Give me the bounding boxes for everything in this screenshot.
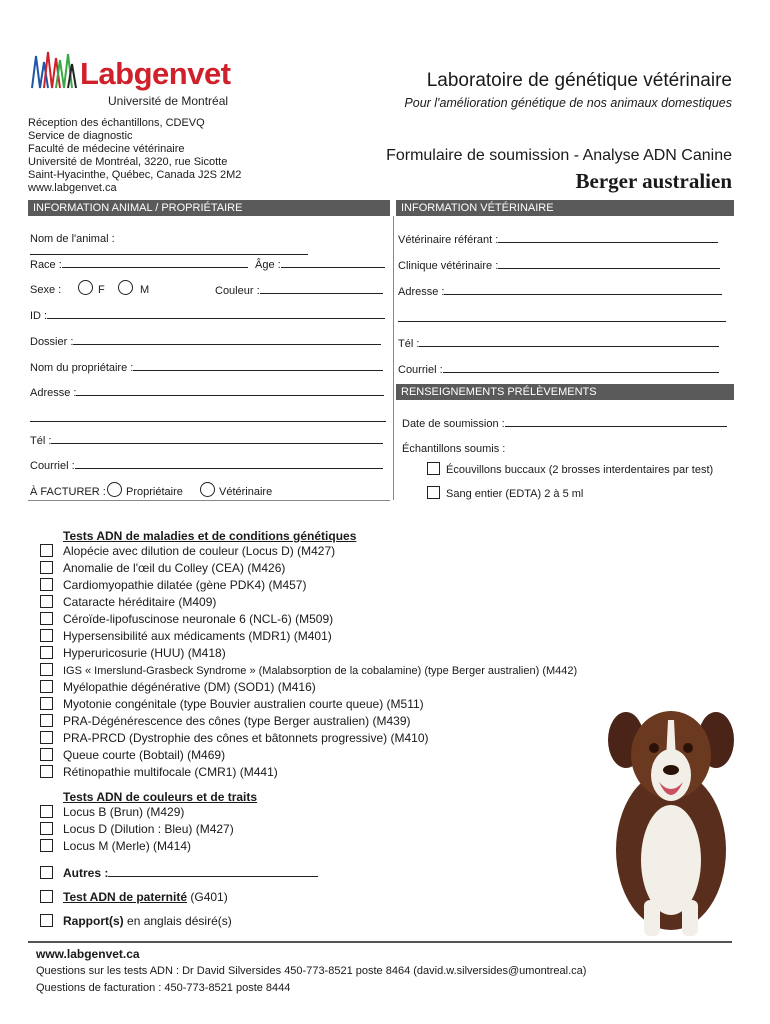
paternity-code: (G401) — [190, 890, 228, 904]
owner-tel-label: Tél : — [30, 435, 52, 447]
color-test-row[interactable] — [40, 838, 191, 855]
owner-name-label: Nom du propriétaire : — [30, 362, 134, 374]
bill-vet-radio[interactable] — [200, 482, 215, 497]
clinic-field[interactable] — [398, 259, 734, 272]
clinic-label: Clinique vétérinaire : — [398, 260, 499, 272]
blood-label: Sang entier (EDTA) 2 à 5 ml — [446, 488, 584, 500]
others-row[interactable] — [40, 865, 318, 882]
report-row[interactable] — [40, 913, 232, 930]
bill-owner-radio[interactable] — [107, 482, 122, 497]
owner-email-label: Courriel : — [30, 460, 75, 472]
disease-test-row[interactable] — [40, 713, 411, 730]
color-test-checkbox[interactable] — [40, 839, 53, 852]
owner-email-field[interactable] — [30, 459, 390, 472]
disease-test-label: Queue courte (Bobtail) (M469) — [63, 748, 226, 762]
owner-address-field[interactable] — [30, 386, 390, 399]
vet-address-label: Adresse : — [398, 286, 445, 298]
disease-test-row[interactable] — [40, 628, 332, 645]
paternity-checkbox[interactable] — [40, 890, 53, 903]
race-label: Race : — [30, 259, 62, 271]
footer-questions-billing: Questions de facturation : 450-773-8521 poste 8444 — [36, 982, 291, 994]
sex-f-label: F — [98, 284, 105, 296]
disease-test-row[interactable] — [40, 594, 216, 611]
footer-divider — [28, 941, 732, 943]
dna-wave-icon — [30, 48, 80, 90]
disease-test-checkbox[interactable] — [40, 646, 53, 659]
color-test-label: Locus D (Dilution : Bleu) (M427) — [63, 822, 234, 836]
address-line: Faculté de médecine vétérinaire — [28, 143, 185, 155]
blood-checkbox[interactable] — [427, 486, 440, 499]
id-field[interactable] — [30, 309, 390, 322]
disease-test-label: Myotonie congénitale (type Bouvier australien courte queue) (M511) — [63, 697, 424, 711]
logo-subtitle: Université de Montréal — [108, 94, 229, 108]
sex-f-radio[interactable] — [78, 280, 93, 295]
disease-test-label: IGS « Imerslund-Grasbeck Syndrome » (Malabsorption de la cobalamine) (type Berger australien) (M442) — [63, 665, 578, 677]
vet-email-field[interactable] — [398, 363, 734, 376]
owner-address-label: Adresse : — [30, 387, 77, 399]
id-label: ID : — [30, 310, 48, 322]
referrer-label: Vétérinaire référant : — [398, 234, 499, 246]
bill-label: À FACTURER : — [30, 486, 106, 498]
address-line: Saint-Hyacinthe, Québec, Canada J2S 2M2 — [28, 169, 242, 181]
samples-label: Échantillons soumis : — [402, 443, 506, 455]
disease-test-checkbox[interactable] — [40, 731, 53, 744]
disease-test-label: Cataracte héréditaire (M409) — [63, 595, 217, 609]
paternity-row[interactable] — [40, 889, 228, 906]
swab-label: Écouvillons buccaux (2 brosses interdentaires par test) — [446, 464, 714, 476]
divider — [393, 216, 394, 500]
disease-test-checkbox[interactable] — [40, 544, 53, 557]
others-checkbox[interactable] — [40, 866, 53, 879]
vet-section-header: INFORMATION VÉTÉRINAIRE — [396, 200, 734, 216]
owner-address-line2[interactable] — [30, 410, 386, 422]
color-test-label: Locus B (Brun) (M429) — [63, 805, 185, 819]
submission-date-field[interactable] — [402, 417, 734, 430]
animal-name-field[interactable] — [30, 233, 390, 258]
address-line: Réception des échantillons, CDEVQ — [28, 117, 205, 129]
disease-test-label: Hypersensibilité aux médicaments (MDR1) (M401) — [63, 629, 332, 643]
tagline: Pour l'amélioration génétique de nos animaux domestiques — [404, 96, 732, 110]
disease-test-row[interactable] — [40, 543, 335, 560]
disease-test-row[interactable] — [40, 560, 285, 577]
file-label: Dossier : — [30, 336, 74, 348]
sex-label: Sexe : — [30, 284, 62, 296]
breed-title: Berger australien — [575, 169, 732, 193]
disease-test-label: Hyperuricosurie (HUU) (M418) — [63, 646, 226, 660]
lab-address — [28, 117, 268, 195]
footer-website[interactable]: www.labgenvet.ca — [36, 947, 140, 961]
race-field[interactable] — [30, 258, 250, 271]
disease-test-label: PRA-Dégénérescence des cônes (type Berger australien) (M439) — [63, 714, 411, 728]
form-title: Formulaire de soumission - Analyse ADN Canine — [386, 147, 732, 164]
disease-test-label: Cardiomyopathie dilatée (gène PDK4) (M457) — [63, 578, 307, 592]
disease-test-row[interactable] — [40, 645, 226, 662]
disease-test-checkbox[interactable] — [40, 714, 53, 727]
disease-test-checkbox[interactable] — [40, 765, 53, 778]
color-label: Couleur : — [215, 285, 260, 297]
color-test-checkbox[interactable] — [40, 822, 53, 835]
vet-address-line2[interactable] — [398, 310, 726, 322]
disease-test-checkbox[interactable] — [40, 578, 53, 591]
disease-test-checkbox[interactable] — [40, 663, 53, 676]
address-line: Service de diagnostic — [28, 130, 133, 142]
others-label: Autres : — [63, 866, 109, 880]
disease-test-label: PRA-PRCD (Dystrophie des cônes et bâtonnets progressive) (M410) — [63, 731, 429, 745]
footer-questions-tests: Questions sur les tests ADN : Dr David Silversides 450-773-8521 poste 8464 (david.w.silversides@umontreal.ca) — [36, 965, 587, 977]
disease-test-row[interactable] — [40, 696, 424, 713]
report-label: Rapport(s) — [63, 914, 124, 928]
disease-test-row[interactable] — [40, 611, 333, 628]
disease-test-row[interactable] — [40, 679, 316, 696]
disease-test-checkbox[interactable] — [40, 595, 53, 608]
animal-section-header: INFORMATION ANIMAL / PROPRIÉTAIRE — [28, 200, 390, 216]
disease-test-label: Céroïde-lipofuscinose neuronale 6 (NCL-6) (M509) — [63, 612, 334, 626]
sex-m-radio[interactable] — [118, 280, 133, 295]
divider — [28, 500, 390, 501]
submission-date-label: Date de soumission : — [402, 418, 505, 430]
disease-test-label: Alopécie avec dilution de couleur (Locus D) (M427) — [63, 544, 336, 558]
swab-checkbox[interactable] — [427, 462, 440, 475]
color-test-checkbox[interactable] — [40, 805, 53, 818]
paternity-label: Test ADN de paternité — [63, 890, 188, 904]
disease-test-checkbox[interactable] — [40, 561, 53, 574]
referrer-field[interactable] — [398, 233, 734, 246]
owner-name-field[interactable] — [30, 361, 390, 374]
disease-test-checkbox[interactable] — [40, 629, 53, 642]
colors-title: Tests ADN de couleurs et de traits — [63, 790, 258, 804]
report-checkbox[interactable] — [40, 914, 53, 927]
age-label: Âge : — [255, 259, 281, 271]
bill-vet-label: Vétérinaire — [219, 486, 273, 498]
logo — [30, 48, 245, 110]
disease-test-label: Rétinopathie multifocale (CMR1) (M441) — [63, 765, 278, 779]
address-line: Université de Montréal, 3220, rue Sicotte — [28, 156, 228, 168]
disease-test-row[interactable] — [40, 730, 428, 747]
color-field[interactable] — [215, 284, 390, 297]
disease-test-row[interactable] — [40, 764, 278, 781]
bill-owner-label: Propriétaire — [126, 486, 183, 498]
color-test-row[interactable] — [40, 821, 234, 838]
color-test-label: Locus M (Merle) (M414) — [63, 839, 192, 853]
vet-email-label: Courriel : — [398, 364, 443, 376]
sampling-section-header: RENSEIGNEMENTS PRÉLÈVEMENTS — [396, 384, 734, 400]
disease-test-label: Myélopathie dégénérative (DM) (SOD1) (M416) — [63, 680, 316, 694]
disease-test-checkbox[interactable] — [40, 748, 53, 761]
diseases-title: Tests ADN de maladies et de conditions génétiques — [63, 529, 357, 543]
vet-address-field[interactable] — [398, 285, 734, 298]
report-rest: en anglais désiré(s) — [127, 914, 232, 928]
disease-test-checkbox[interactable] — [40, 612, 53, 625]
vet-tel-label: Tél : — [398, 338, 420, 350]
australian-shepherd-dog-image — [596, 700, 746, 940]
disease-test-row[interactable] — [40, 577, 306, 594]
age-field[interactable] — [255, 258, 390, 271]
sex-m-label: M — [140, 284, 150, 296]
disease-test-checkbox[interactable] — [40, 697, 53, 710]
disease-test-checkbox[interactable] — [40, 680, 53, 693]
disease-test-row[interactable] — [40, 747, 225, 764]
logo-name: Labgenvet — [80, 56, 231, 91]
vet-tel-field[interactable] — [398, 337, 734, 350]
color-test-row[interactable] — [40, 804, 184, 821]
disease-test-label: Anomalie de l'œil du Colley (CEA) (M426) — [63, 561, 286, 575]
disease-test-row[interactable] — [40, 662, 577, 680]
owner-tel-field[interactable] — [30, 434, 390, 447]
file-field[interactable] — [30, 335, 390, 348]
page-title: Laboratoire de génétique vétérinaire — [426, 70, 732, 91]
address-website[interactable]: www.labgenvet.ca — [28, 182, 117, 194]
animal-name-label: Nom de l'animal : — [30, 233, 115, 245]
